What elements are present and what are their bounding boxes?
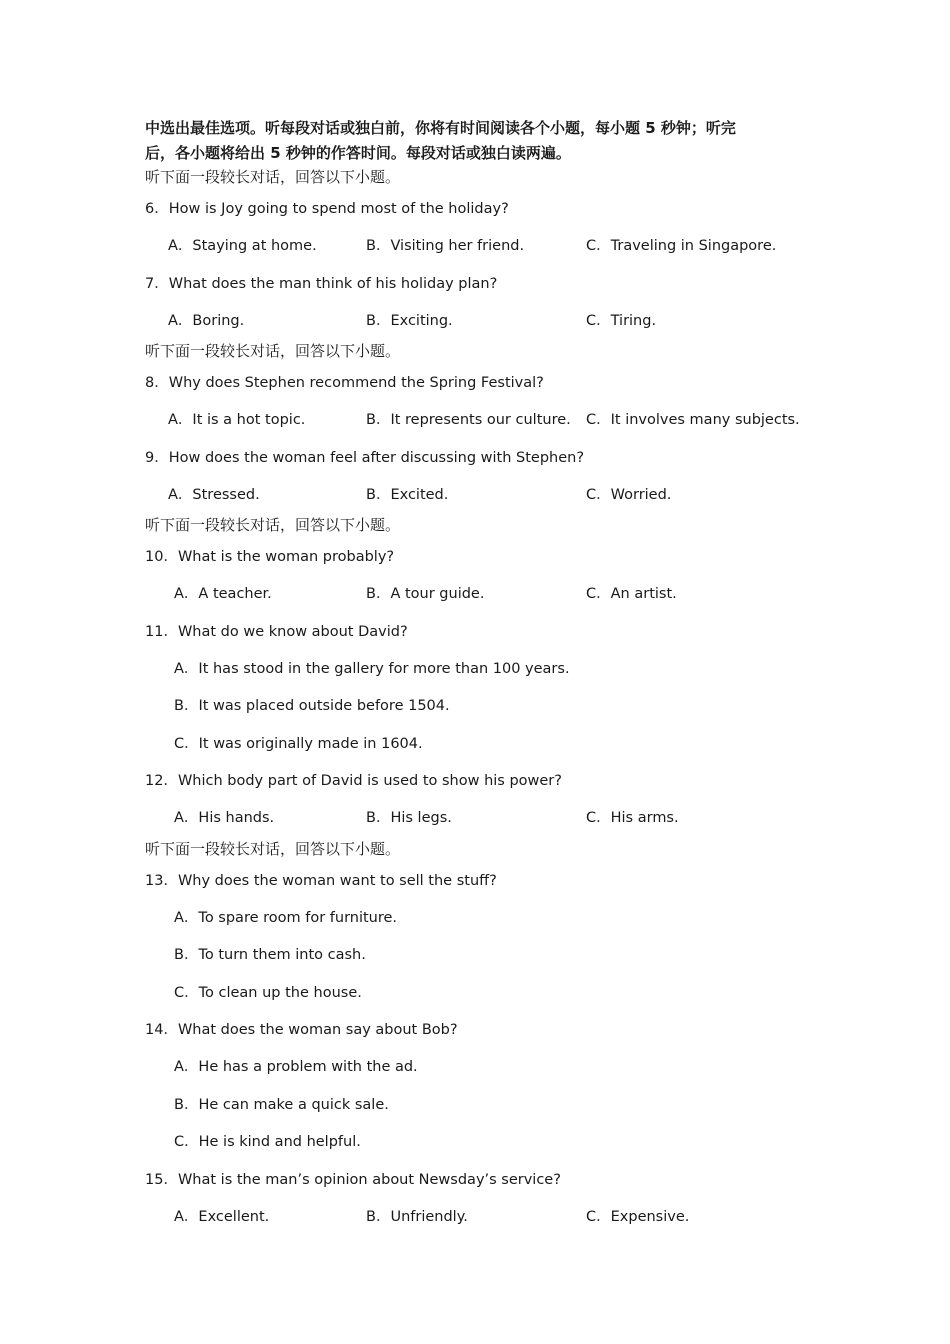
option-text: He has a problem with the ad. bbox=[198, 1059, 418, 1075]
answer-option bbox=[366, 1207, 468, 1227]
answer-option bbox=[174, 659, 570, 679]
answer-option bbox=[174, 696, 450, 716]
intro-line-1: 中选出最佳选项。听每段对话或独白前，你将有时间阅读各个小题，每小题 5 秒钟；听完 bbox=[145, 119, 736, 137]
option-label: B． bbox=[366, 586, 391, 602]
option-text: His arms. bbox=[610, 810, 679, 826]
option-text: Exciting. bbox=[390, 313, 453, 329]
option-label: B． bbox=[366, 313, 391, 329]
question-number: 11． bbox=[145, 624, 178, 640]
option-label: B． bbox=[366, 412, 391, 428]
answer-option bbox=[586, 236, 776, 256]
answer-option bbox=[586, 311, 656, 331]
question-text: What does the woman say about Bob? bbox=[177, 1022, 458, 1038]
question bbox=[145, 622, 408, 642]
answer-option bbox=[168, 410, 305, 430]
question-number: 15． bbox=[145, 1172, 178, 1188]
option-label: B． bbox=[366, 1209, 391, 1225]
question-text: What does the man think of his holiday plan? bbox=[168, 276, 498, 292]
question-text: What do we know about David? bbox=[177, 624, 408, 640]
option-label: C． bbox=[586, 1209, 611, 1225]
answer-option bbox=[168, 485, 260, 505]
section-instruction: 听下面一段较长对话，回答以下小题。 bbox=[145, 516, 401, 534]
option-label: A． bbox=[168, 238, 193, 254]
option-label: B． bbox=[174, 698, 199, 714]
question bbox=[145, 274, 497, 294]
option-label: B． bbox=[366, 238, 391, 254]
answer-option bbox=[586, 1207, 689, 1227]
section-instruction: 听下面一段较长对话，回答以下小题。 bbox=[145, 342, 401, 360]
question-text: Which body part of David is used to show his power? bbox=[177, 773, 562, 789]
question-text: What is the woman probably? bbox=[177, 549, 395, 565]
answer-option bbox=[174, 1207, 269, 1227]
option-text: It involves many subjects. bbox=[610, 412, 800, 428]
option-label: B． bbox=[174, 947, 199, 963]
question bbox=[145, 199, 509, 219]
question bbox=[145, 448, 584, 468]
option-text: He is kind and helpful. bbox=[198, 1134, 361, 1150]
question-text: Why does Stephen recommend the Spring Festival? bbox=[168, 375, 544, 391]
option-text: To clean up the house. bbox=[198, 985, 362, 1001]
option-text: Unfriendly. bbox=[390, 1209, 468, 1225]
option-label: B． bbox=[366, 487, 391, 503]
question-number: 10． bbox=[145, 549, 178, 565]
option-text: Excellent. bbox=[198, 1209, 270, 1225]
question-number: 14． bbox=[145, 1022, 178, 1038]
option-text: Visiting her friend. bbox=[390, 238, 525, 254]
option-label: A． bbox=[174, 661, 199, 677]
option-text: A teacher. bbox=[198, 586, 272, 602]
option-label: C． bbox=[174, 1134, 199, 1150]
answer-option bbox=[366, 584, 484, 604]
answer-option bbox=[586, 584, 677, 604]
answer-option bbox=[174, 808, 274, 828]
option-text: Stressed. bbox=[192, 487, 260, 503]
answer-option bbox=[174, 1057, 418, 1077]
option-label: C． bbox=[586, 313, 611, 329]
question bbox=[145, 871, 497, 891]
answer-option bbox=[168, 236, 317, 256]
answer-option bbox=[586, 410, 800, 430]
option-label: C． bbox=[586, 238, 611, 254]
option-text: A tour guide. bbox=[390, 586, 485, 602]
question-number: 12． bbox=[145, 773, 178, 789]
option-text: Boring. bbox=[192, 313, 245, 329]
question bbox=[145, 771, 562, 791]
option-label: A． bbox=[168, 412, 193, 428]
option-label: C． bbox=[586, 586, 611, 602]
option-label: A． bbox=[168, 313, 193, 329]
option-text: It was placed outside before 1504. bbox=[198, 698, 450, 714]
question-text: How is Joy going to spend most of the holiday? bbox=[168, 201, 509, 217]
option-label: A． bbox=[174, 1209, 199, 1225]
question-number: 13． bbox=[145, 873, 178, 889]
question bbox=[145, 1170, 561, 1190]
section-instruction: 听下面一段较长对话，回答以下小题。 bbox=[145, 168, 401, 186]
option-text: Worried. bbox=[610, 487, 672, 503]
option-text: To spare room for furniture. bbox=[198, 910, 398, 926]
answer-option bbox=[174, 1095, 389, 1115]
option-text: It represents our culture. bbox=[390, 412, 571, 428]
option-label: C． bbox=[174, 736, 199, 752]
option-label: C． bbox=[586, 487, 611, 503]
question-number: 7． bbox=[145, 276, 169, 292]
option-text: It is a hot topic. bbox=[192, 412, 306, 428]
answer-option bbox=[168, 311, 244, 331]
question-text: How does the woman feel after discussing with Stephen? bbox=[168, 450, 585, 466]
option-label: A． bbox=[174, 586, 199, 602]
option-label: C． bbox=[586, 412, 611, 428]
question-number: 6． bbox=[145, 201, 169, 217]
option-text: To turn them into cash. bbox=[198, 947, 366, 963]
answer-option bbox=[174, 584, 272, 604]
question-text: What is the man’s opinion about Newsday’s service? bbox=[177, 1172, 561, 1188]
option-label: C． bbox=[586, 810, 611, 826]
option-label: A． bbox=[168, 487, 193, 503]
option-text: Excited. bbox=[390, 487, 449, 503]
option-text: Traveling in Singapore. bbox=[610, 238, 777, 254]
section-instruction: 听下面一段较长对话，回答以下小题。 bbox=[145, 840, 401, 858]
intro-line-2: 后，各小题将给出 5 秒钟的作答时间。每段对话或独白读两遍。 bbox=[145, 144, 571, 162]
option-label: A． bbox=[174, 910, 199, 926]
answer-option bbox=[174, 1132, 361, 1152]
answer-option bbox=[174, 734, 423, 754]
option-label: B． bbox=[174, 1097, 199, 1113]
answer-option bbox=[366, 410, 571, 430]
option-text: It has stood in the gallery for more than 100 years. bbox=[198, 661, 570, 677]
answer-option bbox=[586, 808, 679, 828]
question bbox=[145, 547, 394, 567]
option-text: It was originally made in 1604. bbox=[198, 736, 423, 752]
answer-option bbox=[366, 311, 453, 331]
option-label: C． bbox=[174, 985, 199, 1001]
answer-option bbox=[174, 945, 366, 965]
option-label: B． bbox=[366, 810, 391, 826]
option-label: A． bbox=[174, 1059, 199, 1075]
answer-option bbox=[586, 485, 671, 505]
option-text: Expensive. bbox=[610, 1209, 690, 1225]
option-label: A． bbox=[174, 810, 199, 826]
answer-option bbox=[366, 808, 452, 828]
option-text: His legs. bbox=[390, 810, 452, 826]
option-text: He can make a quick sale. bbox=[198, 1097, 389, 1113]
question bbox=[145, 1020, 458, 1040]
answer-option bbox=[174, 983, 362, 1003]
question-number: 9． bbox=[145, 450, 169, 466]
option-text: His hands. bbox=[198, 810, 275, 826]
question-text: Why does the woman want to sell the stuff? bbox=[177, 873, 497, 889]
answer-option bbox=[174, 908, 397, 928]
question-number: 8． bbox=[145, 375, 169, 391]
option-text: Staying at home. bbox=[192, 238, 317, 254]
question bbox=[145, 373, 544, 393]
option-text: An artist. bbox=[610, 586, 677, 602]
answer-option bbox=[366, 236, 524, 256]
option-text: Tiring. bbox=[610, 313, 657, 329]
answer-option bbox=[366, 485, 448, 505]
